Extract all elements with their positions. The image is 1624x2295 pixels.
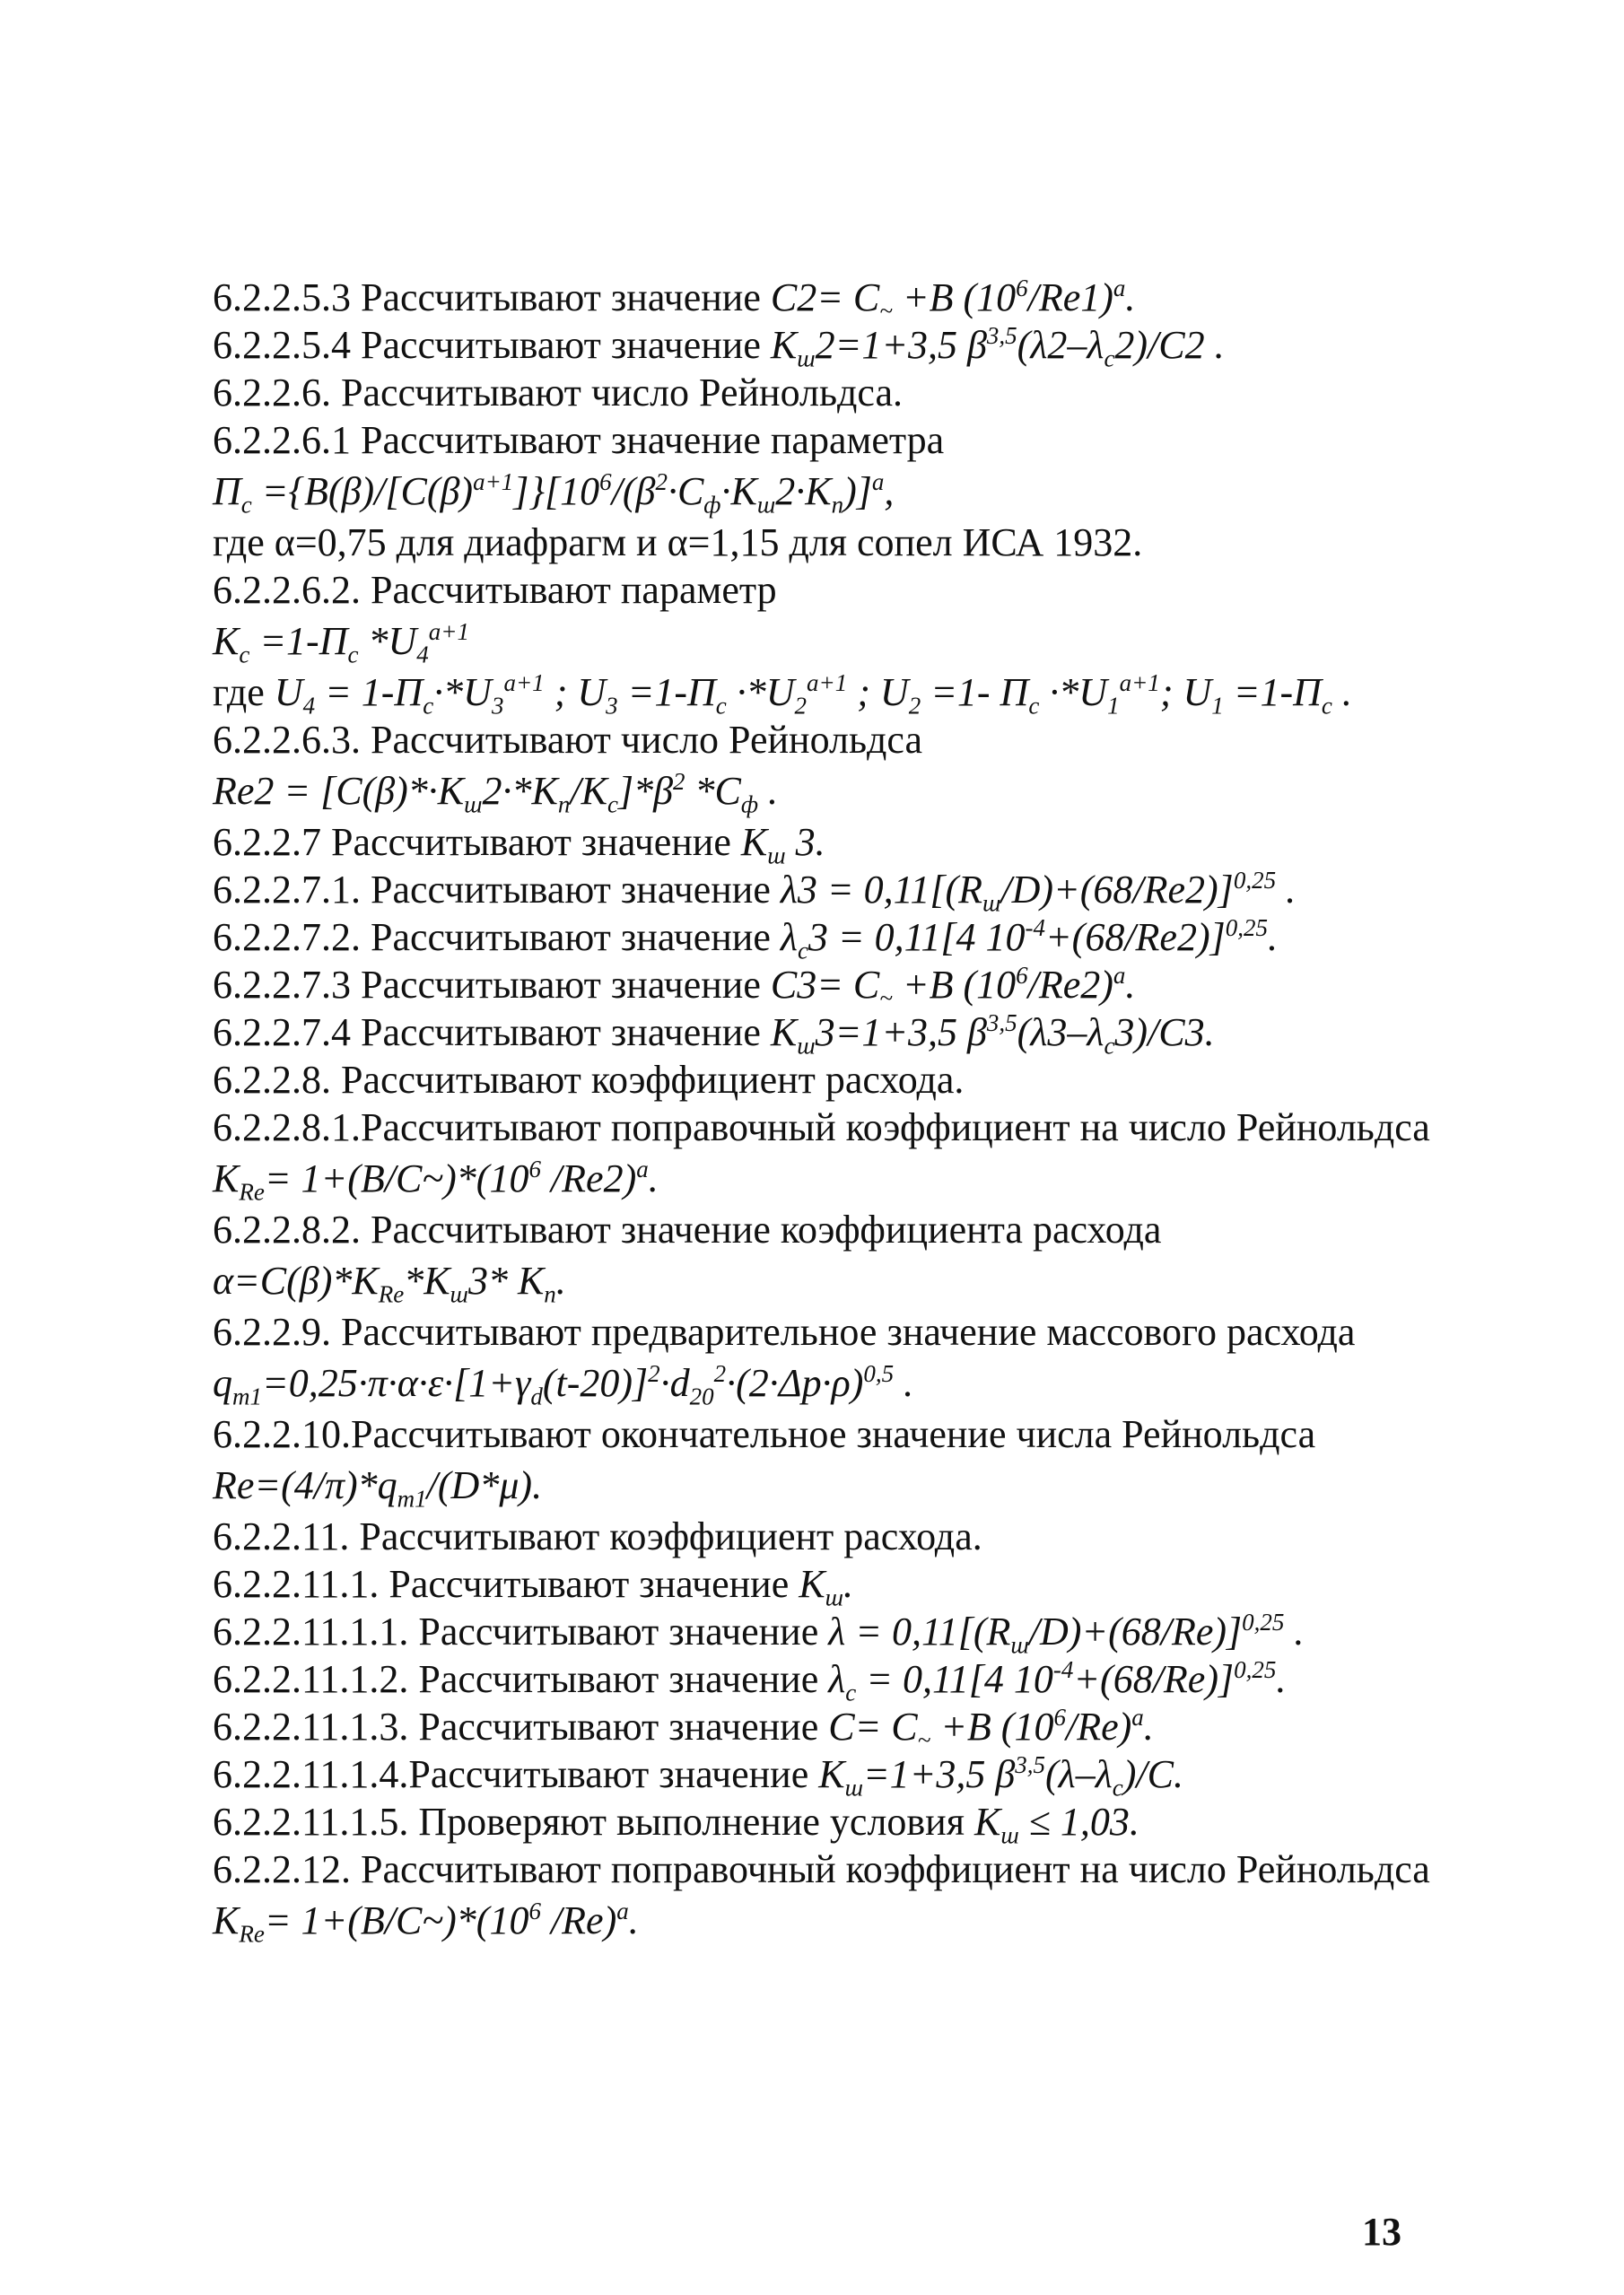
line-6-2-2-11-1-5: 6.2.2.11.1.5. Проверяют выполнение условия $K_ш \le 1,03$. (213, 1800, 1139, 1849)
formula-pc: $П_c =\{B(\beta)/[C(\beta)^{a+1}]\}[10^6/(\beta^2\cdot C_ф\cdot K_ш2\cdot K_п)]^a$, (213, 467, 895, 519)
line-6-2-2-11: 6.2.2.11. Рассчитывают коэффициент расхода. (213, 1514, 982, 1558)
formula-condition: $K_ш \le 1,03$. (974, 1800, 1139, 1849)
line-6-2-2-7: 6.2.2.7 Рассчитывают значение $K_ш$ 3. (213, 820, 825, 869)
line-6-2-2-7-1: 6.2.2.7.1. Рассчитывают значение $\lambda 3 = 0,11[(R_ш/D)+(68/Re2)]^{0,25}$ . (213, 866, 1297, 917)
line-6-2-2-12: 6.2.2.12. Рассчитывают поправочный коэффициент на число Рейнольдса (213, 1847, 1430, 1891)
line-6-2-2-9: 6.2.2.9. Рассчитывают предварительное значение массового расхода (213, 1310, 1356, 1354)
formula-u: $U_4 = 1-П_c\cdot*U_3^{a+1}$ ; $U_3 =1-П_c \cdot*U_2^{a+1}$ ; $U_2 =1-$ $П_c \cdot*U_1^{a+1}$; $U_1 =1-П_c$ . (274, 668, 1352, 720)
line-6-2-2-11-1-4: 6.2.2.11.1.4.Рассчитывают значение $K_ш=1+3,5$ $\beta^{3,5}(\lambda-\lambda_c)/C$. (213, 1750, 1184, 1802)
line-6-2-2-6-2: 6.2.2.6.2. Рассчитывают параметр (213, 568, 777, 612)
formula-kre: $K_{Re}=$ $1+(B/C\sim)*(10^6$ /Re)$^a$. (213, 1897, 639, 1948)
formula-c3: $C3= C_\sim +B$ $(10^6/Re2)^a$. (770, 961, 1136, 1012)
formula-alpha: $\alpha=C(\beta)*K_{Re}*K_ш3*$ $K_п$. (213, 1259, 566, 1308)
line-6-2-2-7-3: 6.2.2.7.3 Рассчитывают значение $C3= C_\sim +B$ $(10^6/Re2)^a$. (213, 961, 1136, 1012)
line-6-2-2-8-2: 6.2.2.8.2. Рассчитывают значение коэффициента расхода (213, 1208, 1162, 1252)
line-6-2-2-6-1: 6.2.2.6.1 Рассчитывают значение параметра (213, 418, 945, 462)
line-6-2-2-5-3: 6.2.2.5.3 Рассчитывают значение $C2= C_\sim +B$ $(10^6/Re1)^a$. (213, 274, 1136, 325)
line-6-2-2-11-1-1: 6.2.2.11.1.1. Рассчитывают значение $\lambda = 0,11[(R_ш/D)+(68/Re)]^{0,25}$ . (213, 1608, 1305, 1659)
line-alpha-note: где α=0,75 для диафрагм и α=1,15 для сопел ИСА 1932. (213, 520, 1143, 564)
line-6-2-2-11-1: 6.2.2.11.1. Рассчитывают значение $K_ш$. (213, 1562, 853, 1611)
formula-c2: $C2= C_\sim +B$ $(10^6/Re1)^a$. (770, 274, 1136, 325)
formula-kre2: $K_{Re}=$ $1+(B/C\sim)*(10^6$ /Re2)$^a$. (213, 1155, 659, 1206)
formula-lambdac3: $\lambda_c3 = 0,11[4$ $10^{-4}+(68/Re2)]^{0,25}$. (780, 913, 1278, 964)
line-6-2-2-10: 6.2.2.10.Рассчитывают окончательное значение числа Рейнольдса (213, 1412, 1316, 1456)
line-6-2-2-6-3: 6.2.2.6.3. Рассчитывают число Рейнольдса (213, 718, 922, 762)
formula-lambda3: $\lambda 3 = 0,11[(R_ш/D)+(68/Re2)]^{0,25}$ . (780, 866, 1297, 917)
formula-re: $Re=(4/\pi)*q_{m1}/(D*\mu)$. (213, 1463, 543, 1513)
line-6-2-2-7-4: 6.2.2.7.4 Рассчитывают значение $K_ш3=1+3,5$ $\beta^{3,5}(\lambda 3-\lambda_c3)/C3$. (213, 1008, 1215, 1060)
page-body (213, 274, 1451, 1948)
formula-ksh3-label: $K_ш$ 3. (740, 820, 825, 869)
line-6-2-2-7-2: 6.2.2.7.2. Рассчитывают значение $\lambda_c3 = 0,11[4$ $10^{-4}+(68/Re2)]^{0,25}$. (213, 913, 1278, 964)
line-6-2-2-8: 6.2.2.8. Рассчитывают коэффициент расхода. (213, 1058, 965, 1102)
line-6-2-2-11-1-2: 6.2.2.11.1.2. Рассчитывают значение $\lambda_c = 0,11[4$ $10^{-4}+(68/Re)]^{0,25}$. (213, 1655, 1287, 1706)
line-6-2-2-6: 6.2.2.6. Рассчитывают число Рейнольдса. (213, 371, 903, 414)
formula-lambdac: $\lambda_c = 0,11[4$ $10^{-4}+(68/Re)]^{0,25}$. (828, 1655, 1287, 1706)
formula-qm1: $q_{m1}=0,25\cdot\pi\cdot\alpha\cdot\varepsilon\cdot[1+\gamma_d(t-20)]^2\cdot d_{20}^2\cdot(2\cdot\Delta p\cdot\rho)^{0,5}$ . (213, 1359, 914, 1410)
formula-re2: $Re2 = [C(\beta)*\cdot K_ш2\cdot*K_п/K_c]*\beta^2$ $*C_ф$ . (213, 767, 779, 818)
formula-lambda: $\lambda = 0,11[(R_ш/D)+(68/Re)]^{0,25}$ . (828, 1608, 1305, 1659)
page-number: 13 (1362, 2210, 1401, 2254)
formula-kc: $K_c =1-П_c$ $*U_4^{a+1}$ (213, 617, 469, 668)
line-6-2-2-5-4: 6.2.2.5.4 Рассчитывают значение $K_ш2=1+3,5$ $\beta^{3,5}(\lambda 2-\lambda_c2)/C2$ . (213, 321, 1225, 372)
formula-ksh3: $K_ш3=1+3,5$ $\beta^{3,5}(\lambda 3-\lambda_c3)/C3$. (770, 1008, 1215, 1060)
formula-c: $C= C_\sim +B$ $(10^6/Re)^a$. (828, 1703, 1154, 1754)
line-u-definitions: где $U_4 = 1-П_c\cdot*U_3^{a+1}$ ; $U_3 =1-П_c \cdot*U_2^{a+1}$ ; $U_2 =1-$ $П_c \cdot*U_1^{a+1}$; $U_1 =1-П_c$ . (213, 668, 1352, 720)
line-6-2-2-11-1-3: 6.2.2.11.1.3. Рассчитывают значение $C= C_\sim +B$ $(10^6/Re)^a$. (213, 1703, 1154, 1754)
formula-ksh-label: $K_ш$. (799, 1562, 853, 1611)
formula-ksh: $K_ш=1+3,5$ $\beta^{3,5}(\lambda-\lambda_c)/C$. (818, 1750, 1184, 1802)
line-6-2-2-8-1: 6.2.2.8.1.Рассчитывают поправочный коэффициент на число Рейнольдса (213, 1105, 1430, 1149)
formula-ksh2: $K_ш2=1+3,5$ $\beta^{3,5}(\lambda 2-\lambda_c2)/C2$ . (770, 321, 1225, 372)
